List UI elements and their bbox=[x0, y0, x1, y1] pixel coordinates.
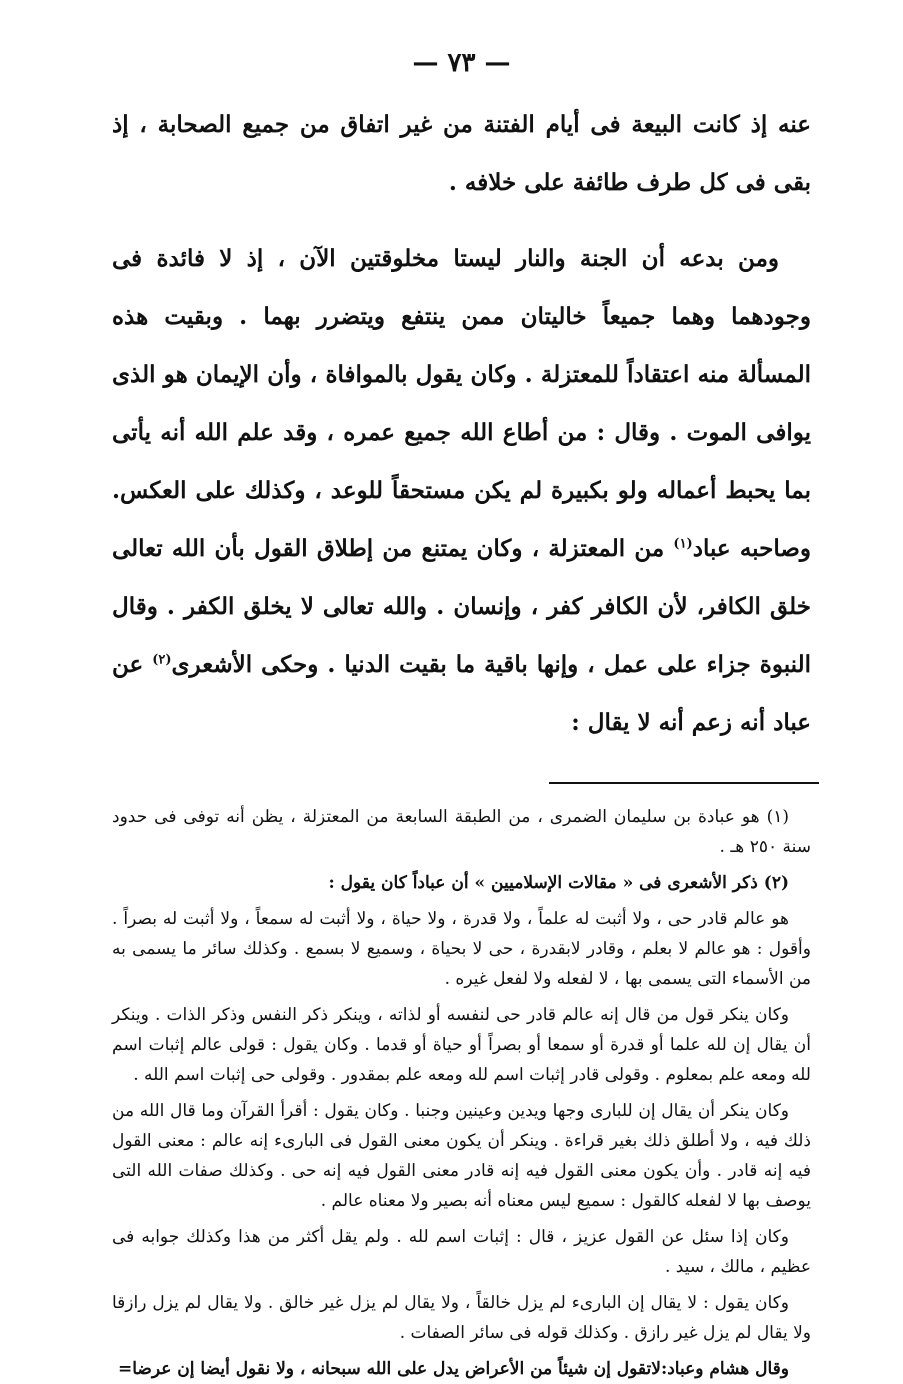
paragraph-2 bbox=[112, 230, 811, 752]
main-text bbox=[112, 96, 811, 752]
paragraph-2-end: عن عباد أنه زعم أنه لا يقال : bbox=[112, 651, 811, 736]
footnote-separator bbox=[549, 782, 819, 784]
footnote-marker-1[interactable]: (١) bbox=[673, 536, 693, 552]
paragraph-1: عنه إذ كانت البيعة فى أيام الفتنة من غير اتفاق من جميع الصحابة ، إذ بقى فى كل طرف طائفة على خلافه . bbox=[112, 111, 811, 196]
quote-paragraph-3: وكان ينكر أن يقال إن للبارى وجها ويدين وعينين وجنبا . وكان يقول : أقرأ القرآن وما قال الله من ذلك فيه ، ولا أطلق ذلك بغير قراءة . وينكر أن يكون معنى القول فى البارىء إنه عالم : معنى القول فيه إنه قادر . وأن يكون معنى القول فيه إنه قادر معنى القول فيه إنه حى . وكذلك صفات الله التى يوصف بها لا لفعله كالقول : سميع ليس معناه أنه بصير ولا معناه عالم . bbox=[112, 1101, 811, 1211]
paragraph-2-text: ومن بدعه أن الجنة والنار ليستا مخلوقتين الآن ، إذ لا فائدة فى وجودهما وهما جميعاً خاليتان ممن ينتفع ويتضرر بهما . وبقيت هذه المسألة منه اعتقاداً للمعتزلة . وكان يقول بالموافاة ، وأن الإيمان هو الذى يوافى الموت . وقال : من أطاع الله جميع عمره ، وقد علم الله أنه يأتى بما يحبط أعماله ولو بكبيرة لم يكن مستحقاً للوعد ، وكذلك على العكس. وصاحبه عباد bbox=[112, 245, 811, 562]
paragraph-2-mid: من المعتزلة ، وكان يمتنع من إطلاق القول بأن الله تعالى خلق الكافر، لأن الكافر كفر ، وإنسان . والله تعالى لا يخلق الكفر . وقال النبوة جزاء على عمل ، وإنها باقية ما بقيت الدنيا . وحكى الأشعرى bbox=[112, 535, 811, 678]
quote-paragraph-6: وقال هشام وعباد:لاتقول إن شيئاً من الأعراض يدل على الله سبحانه ، ولا نقول أيضا إن عرضا= bbox=[117, 1359, 789, 1379]
page-number: — ٧٣ — bbox=[412, 48, 511, 78]
footnote-2: (٢) ذكر الأشعرى فى « مقالات الإسلاميين » أن عباداً كان يقول : bbox=[328, 873, 789, 893]
footnote-1: (١) هو عبادة بن سليمان الضمرى ، من الطبقة السابعة من المعتزلة ، يظن أنه توفى فى حدود سنة ٢٥٠ هـ . bbox=[112, 807, 811, 857]
footnote-marker-2[interactable]: (٢) bbox=[152, 652, 172, 668]
footnotes bbox=[112, 802, 811, 1384]
quote-paragraph-2: وكان ينكر قول من قال إنه عالم قادر حى لنفسه أو لذاته ، وينكر ذكر النفس وذكر الذات . وينكر أن يقال إن لله علما أو قدرة أو سمعا أو بصراً أو حياة أو قدما . وكان يقول : قولى عالم إثبات اسم لله ومعه علم بمعلوم . وقولى قادر إثبات اسم لله ومعه علم بمقدور . وقولى حى إثبات اسم الله . bbox=[112, 1005, 811, 1085]
quote-paragraph-5: وكان يقول : لا يقال إن البارىء لم يزل خالقاً ، ولا يقال لم يزل غير خالق . ولا يقال لم يزل رازقا ولا يقال لم يزل غير رازق . وكذلك قوله فى سائر الصفات . bbox=[112, 1293, 811, 1343]
quote-paragraph-1: هو عالم قادر حى ، ولا أثبت له علماً ، ولا قدرة ، ولا حياة ، ولا أثبت له سمعاً ، ولا أثبت له بصراً . وأقول : هو عالم لا بعلم ، وقادر لابقدرة ، حى لا بحياة ، وسميع لا بسمع . وكذلك سائر ما يسمى به من الأسماء التى يسمى بها ، لا لفعله ولا لفعل غيره . bbox=[112, 909, 811, 989]
quote-paragraph-4: وكان إذا سئل عن القول عزيز ، قال : إثبات اسم لله . ولم يقل أكثر من هذا وكذلك جوابه فى عظيم ، مالك ، سيد . bbox=[112, 1227, 811, 1277]
